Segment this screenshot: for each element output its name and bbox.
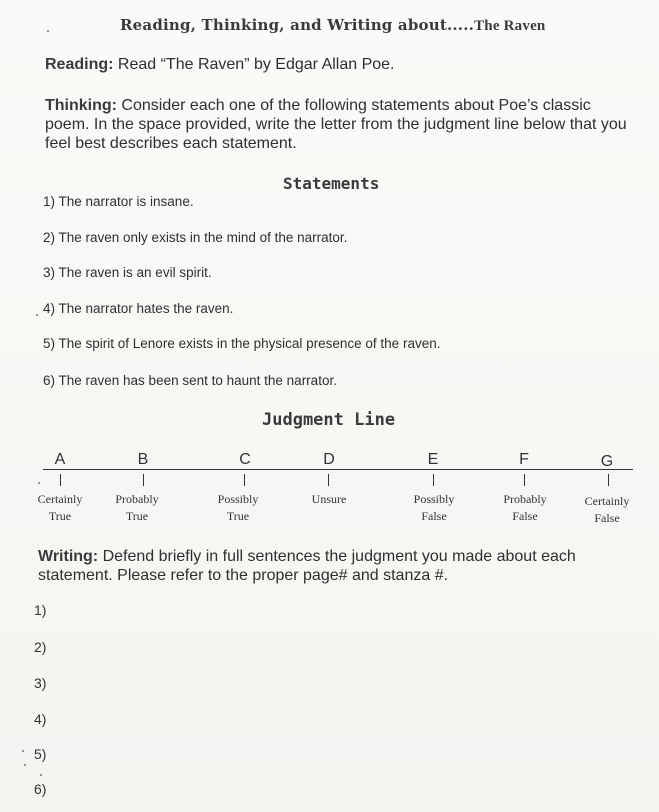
judgment-caption-e-line2: False bbox=[421, 509, 447, 523]
judgment-line-rule bbox=[43, 469, 633, 470]
statements-heading: Statements bbox=[283, 174, 380, 193]
response-5-label: 5) bbox=[34, 746, 47, 762]
statement-2: 2) The raven only exists in the mind of the narrator. bbox=[43, 230, 348, 245]
judgment-caption-g-line1: Certainly bbox=[584, 494, 630, 508]
judgment-letter-b: B bbox=[137, 451, 149, 468]
judgment-caption-a-line2: True bbox=[48, 509, 72, 523]
judgment-tick-c bbox=[244, 474, 245, 486]
response-2-label: 2) bbox=[34, 639, 47, 655]
judgment-caption-d-line1: Unsure bbox=[311, 492, 347, 506]
scan-speck bbox=[36, 314, 38, 316]
statement-1: 1) The narrator is insane. bbox=[43, 194, 194, 209]
writing-instruction bbox=[38, 547, 628, 585]
reading-instruction bbox=[45, 55, 635, 74]
judgment-caption-a-line1: Certainly bbox=[37, 492, 83, 506]
scan-speck bbox=[24, 764, 26, 766]
scan-speck bbox=[22, 750, 24, 752]
writing-label: Writing: bbox=[38, 548, 99, 565]
judgment-caption-g-line2: False bbox=[594, 511, 620, 525]
response-6-label: 6) bbox=[34, 781, 47, 797]
title-poem-name: The Raven bbox=[474, 18, 546, 34]
judgment-caption-d bbox=[289, 491, 369, 508]
judgment-letter-d: D bbox=[323, 451, 335, 468]
reading-label: Reading: bbox=[45, 56, 114, 73]
judgment-letter-a: A bbox=[54, 451, 66, 468]
judgment-caption-f-line2: False bbox=[512, 509, 538, 523]
judgment-tick-d bbox=[328, 474, 329, 486]
statement-4: 4) The narrator hates the raven. bbox=[43, 301, 234, 316]
judgment-caption-b bbox=[97, 491, 177, 525]
thinking-label: Thinking: bbox=[45, 97, 117, 114]
judgment-tick-a bbox=[60, 474, 61, 486]
title-main: Reading, Thinking, and Writing about..... bbox=[120, 16, 475, 34]
judgment-tick-g bbox=[608, 474, 609, 486]
writing-text: Defend briefly in full sentences the judgment you made about each statement. Please refer to the proper page# and stanza #. bbox=[38, 548, 576, 584]
judgment-caption-c bbox=[198, 491, 278, 525]
thinking-text: Consider each one of the following statements about Poe’s classic poem. In the space provided, write the letter from the judgment line below that you feel best describes each statement. bbox=[45, 97, 627, 152]
worksheet-title bbox=[120, 16, 545, 35]
judgment-caption-b-line2: True bbox=[125, 509, 149, 523]
judgment-letter-e: E bbox=[427, 451, 439, 468]
judgment-caption-e bbox=[394, 491, 474, 525]
judgment-tick-f bbox=[524, 474, 525, 486]
judgment-caption-f-line1: Probably bbox=[503, 492, 547, 506]
judgment-caption-g bbox=[567, 493, 647, 527]
judgment-caption-c-line2: True bbox=[226, 509, 250, 523]
judgment-caption-f bbox=[485, 491, 565, 525]
statement-3: 3) The raven is an evil spirit. bbox=[43, 265, 212, 280]
judgment-caption-b-line1: Probably bbox=[115, 492, 159, 506]
judgment-caption-c-line1: Possibly bbox=[217, 492, 259, 506]
statement-6: 6) The raven has been sent to haunt the narrator. bbox=[43, 373, 337, 388]
judgment-caption-a bbox=[20, 491, 100, 525]
judgment-letter-g: G bbox=[600, 453, 614, 470]
judgment-tick-e bbox=[433, 474, 434, 486]
scan-speck bbox=[38, 482, 40, 484]
response-1-label: 1) bbox=[34, 602, 47, 618]
reading-text: Read “The Raven” by Edgar Allan Poe. bbox=[113, 56, 395, 73]
thinking-instruction bbox=[45, 96, 635, 153]
judgment-caption-e-line1: Possibly bbox=[413, 492, 455, 506]
judgment-line-heading: Judgment Line bbox=[262, 410, 396, 430]
scan-speck bbox=[40, 774, 42, 776]
judgment-letter-c: C bbox=[239, 451, 251, 468]
response-4-label: 4) bbox=[34, 711, 47, 727]
scan-speck bbox=[47, 30, 49, 32]
judgment-tick-b bbox=[143, 474, 144, 486]
response-3-label: 3) bbox=[34, 675, 47, 691]
statement-5: 5) The spirit of Lenore exists in the physical presence of the raven. bbox=[43, 336, 441, 351]
judgment-letter-f: F bbox=[519, 451, 529, 468]
